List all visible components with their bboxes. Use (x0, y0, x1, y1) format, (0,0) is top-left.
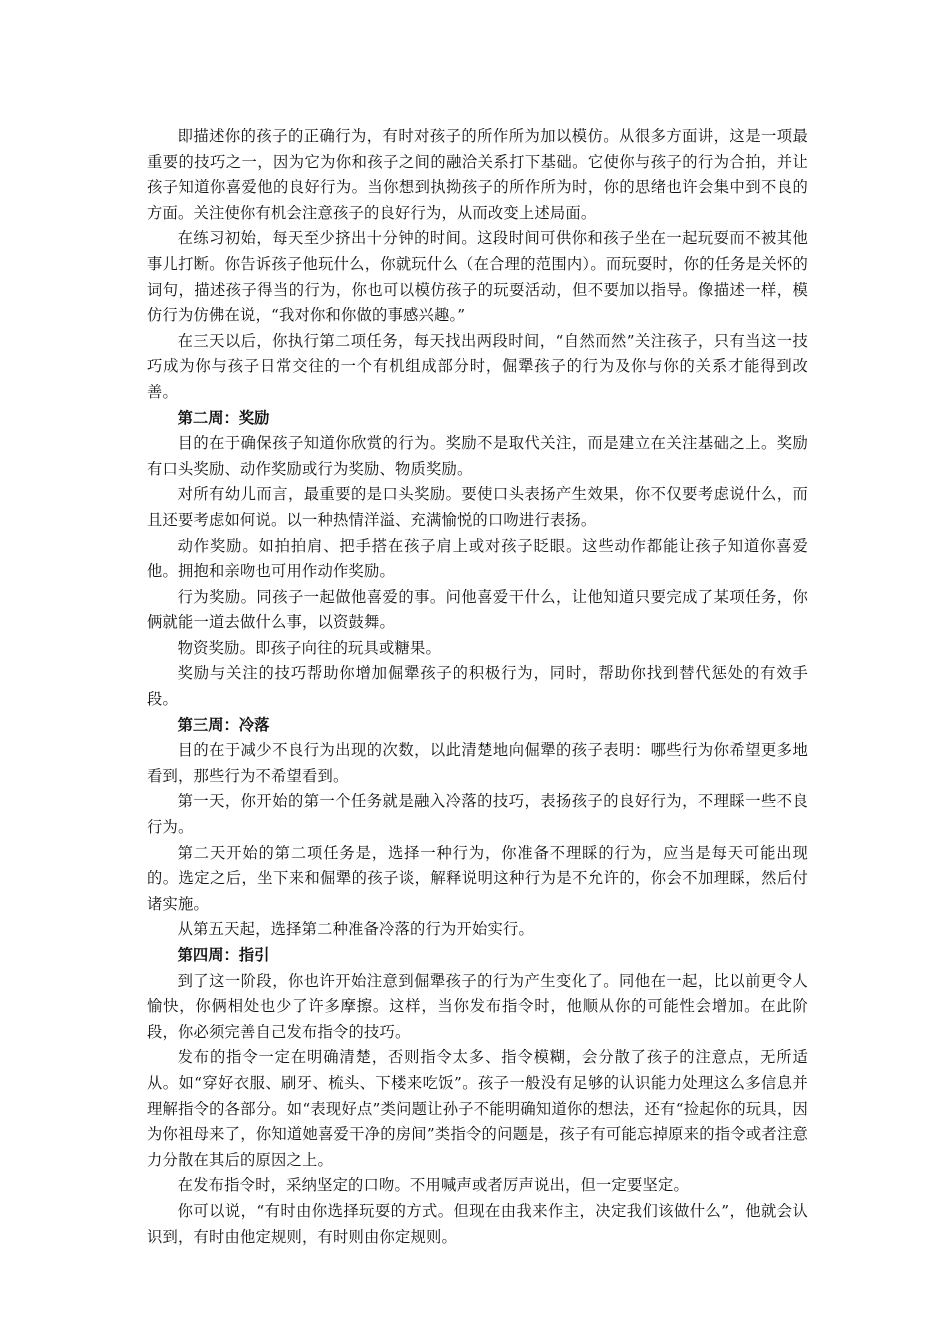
paragraph: 在练习初始，每天至少挤出十分钟的时间。这段时间可供你和孩子坐在一起玩耍而不被其他事儿打断。你告诉孩子他玩什么，你就玩什么（在合理的范围内）。而玩耍时，你的任务是关怀的词句，描述孩子得当的行为，你也可以模仿孩子的玩耍活动，但不要加以指导。像描述一样，模仿行为仿佛在说，“我对你和你做的事感兴趣。” (147, 229, 808, 325)
paragraph: 对所有幼儿而言，最重要的是口头奖励。要使口头表扬产生效果，你不仅要考虑说什么，而且还要考虑如何说。以一种热情洋溢、充满愉悦的口吻进行表扬。 (147, 485, 808, 529)
paragraph: 你可以说，“有时由你选择玩耍的方式。但现在由我来作主，决定我们该做什么”，他就会认识到，有时由他定规则，有时则由你定规则。 (147, 1201, 808, 1246)
paragraph: 第一天，你开始的第一个任务就是融入冷落的技巧，表扬孩子的良好行为，不理睬一些不良行为。 (147, 792, 808, 837)
paragraph: 物资奖励。即孩子向往的玩具或糖果。 (177, 638, 442, 657)
section-heading-week-4: 第四周：指引 (177, 946, 270, 964)
section-heading-week-3: 第三周：冷落 (177, 715, 270, 734)
paragraph: 目的在于减少不良行为出现的次数，以此清楚地向倔犟的孩子表明：哪些行为你希望更多地看到，那些行为不希望看到。 (147, 741, 808, 785)
section-heading-week-2: 第二周：奖励 (177, 408, 270, 427)
paragraph: 动作奖励。如拍拍肩、把手搭在孩子肩上或对孩子眨眼。这些动作都能让孩子知道你喜爱他。拥抱和亲吻也可用作动作奖励。 (147, 536, 808, 581)
paragraph: 即描述你的孩子的正确行为，有时对孩子的所作所为加以模仿。从很多方面讲，这是一项最重要的技巧之一，因为它为你和孩子之间的融洽关系打下基础。它使你与孩子的行为合拍，并让孩子知道你喜爱他的良好行为。当你想到执拗孩子的所作所为时，你的思绪也许会集中到不良的方面。关注使你有机会注意孩子的良好行为，从而改变上述局面。 (147, 127, 808, 222)
paragraph: 行为奖励。同孩子一起做他喜爱的事。问他喜爱干什么，让他知道只要完成了某项任务，你俩就能一道去做什么事，以资鼓舞。 (147, 587, 808, 632)
paragraph: 第二天开始的第二项任务是，选择一种行为，你准备不理睬的行为，应当是每天可能出现的。选定之后，坐下来和倔犟的孩子谈，解释说明这种行为是不允许的，你会不加理睬，然后付诸实施。 (147, 843, 808, 913)
paragraph: 从第五天起，选择第二种准备冷落的行为开始实行。 (177, 920, 535, 939)
paragraph: 奖励与关注的技巧帮助你增加倔犟孩子的积极行为，同时，帮助你找到替代惩处的有效手段。 (147, 664, 808, 709)
paragraph: 在发布指令时，采纳坚定的口吻。不用喊声或者厉声说出，但一定要坚定。 (177, 1176, 689, 1195)
paragraph: 在三天以后，你执行第二项任务，每天找出两段时间，“自然而然”关注孩子，只有当这一技巧成为你与孩子日常交往的一个有机组成部分时，倔犟孩子的行为及你与你的关系才能得到改善。 (147, 331, 808, 401)
paragraph: 发布的指令一定在明确清楚，否则指令太多、指令模糊，会分散了孩子的注意点，无所适从。如“穿好衣服、刷牙、梳头、下楼来吃饭”。孩子一般没有足够的认识能力处理这么多信息并理解指令的各部分。如“表现好点”类问题让孙子不能明确知道你的想法，还有“捡起你的玩具，因为你祖母来了，你知道她喜爱干净的房间”类指令的问题是，孩子有可能忘掉原来的指令或者注意力分散在其后的原因之上。 (147, 1048, 808, 1169)
paragraph: 到了这一阶段，你也许开始注意到倔犟孩子的行为产生变化了。同他在一起，比以前更令人愉快，你俩相处也少了许多摩擦。这样，当你发布指令时，他顺从你的可能性会增加。在此阶段，你必须完善自己发布指令的技巧。 (147, 971, 808, 1041)
paragraph: 目的在于确保孩子知道你欣赏的行为。奖励不是取代关注，而是建立在关注基础之上。奖励有口头奖励、动作奖励或行为奖励、物质奖励。 (147, 434, 808, 478)
